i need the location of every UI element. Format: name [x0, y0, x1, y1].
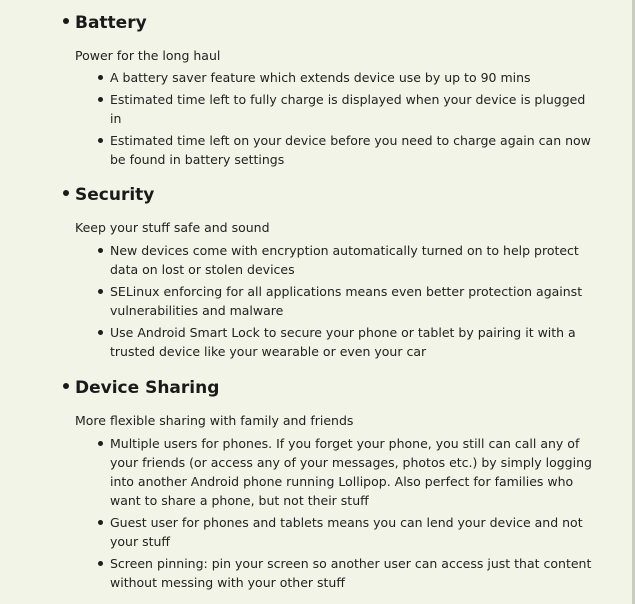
section-title-battery: Battery — [63, 12, 147, 34]
device-sharing-item-list — [96, 434, 596, 595]
section-title-security: Security — [63, 184, 154, 206]
bullet-icon — [98, 441, 103, 446]
security-item-list — [96, 241, 596, 364]
bullet-icon — [98, 520, 103, 525]
list-item: Estimated time left to fully charge is displayed when your device is plugged in — [96, 90, 596, 128]
bullet-icon — [98, 97, 103, 102]
list-item: Estimated time left on your device before you need to charge again can now be found in battery settings — [96, 131, 596, 169]
list-item: Use Android Smart Lock to secure your phone or tablet by pairing it with a trusted device like your wearable or even your car — [96, 323, 596, 361]
section-subtitle-battery: Power for the long haul — [75, 48, 221, 63]
bullet-icon — [63, 383, 69, 389]
bullet-icon — [63, 190, 69, 196]
section-subtitle-device-sharing: More flexible sharing with family and friends — [75, 413, 354, 428]
list-item: New devices come with encryption automatically turned on to help protect data on lost or stolen devices — [96, 241, 596, 279]
bullet-icon — [63, 18, 69, 24]
bullet-icon — [98, 561, 103, 566]
battery-item-list — [96, 68, 596, 172]
bullet-icon — [98, 138, 103, 143]
list-item: Multiple users for phones. If you forget your phone, you still can call any of your friends (or access any of your messages, photos etc.) by simply logging into another Android phone running Lollipop. Also perfect for families who want to share a phone, but not their stuff — [96, 434, 596, 510]
section-title-device-sharing: Device Sharing — [63, 377, 219, 399]
list-item: A battery saver feature which extends device use by up to 90 mins — [96, 68, 596, 87]
list-item: SELinux enforcing for all applications means even better protection against vulnerabilities and malware — [96, 282, 596, 320]
bullet-icon — [98, 75, 103, 80]
section-subtitle-security: Keep your stuff safe and sound — [75, 220, 270, 235]
list-item: Guest user for phones and tablets means you can lend your device and not your stuff — [96, 513, 596, 551]
list-item: Screen pinning: pin your screen so another user can access just that content without messing with your other stuff — [96, 554, 596, 592]
bullet-icon — [98, 330, 103, 335]
bullet-icon — [98, 289, 103, 294]
bullet-icon — [98, 248, 103, 253]
